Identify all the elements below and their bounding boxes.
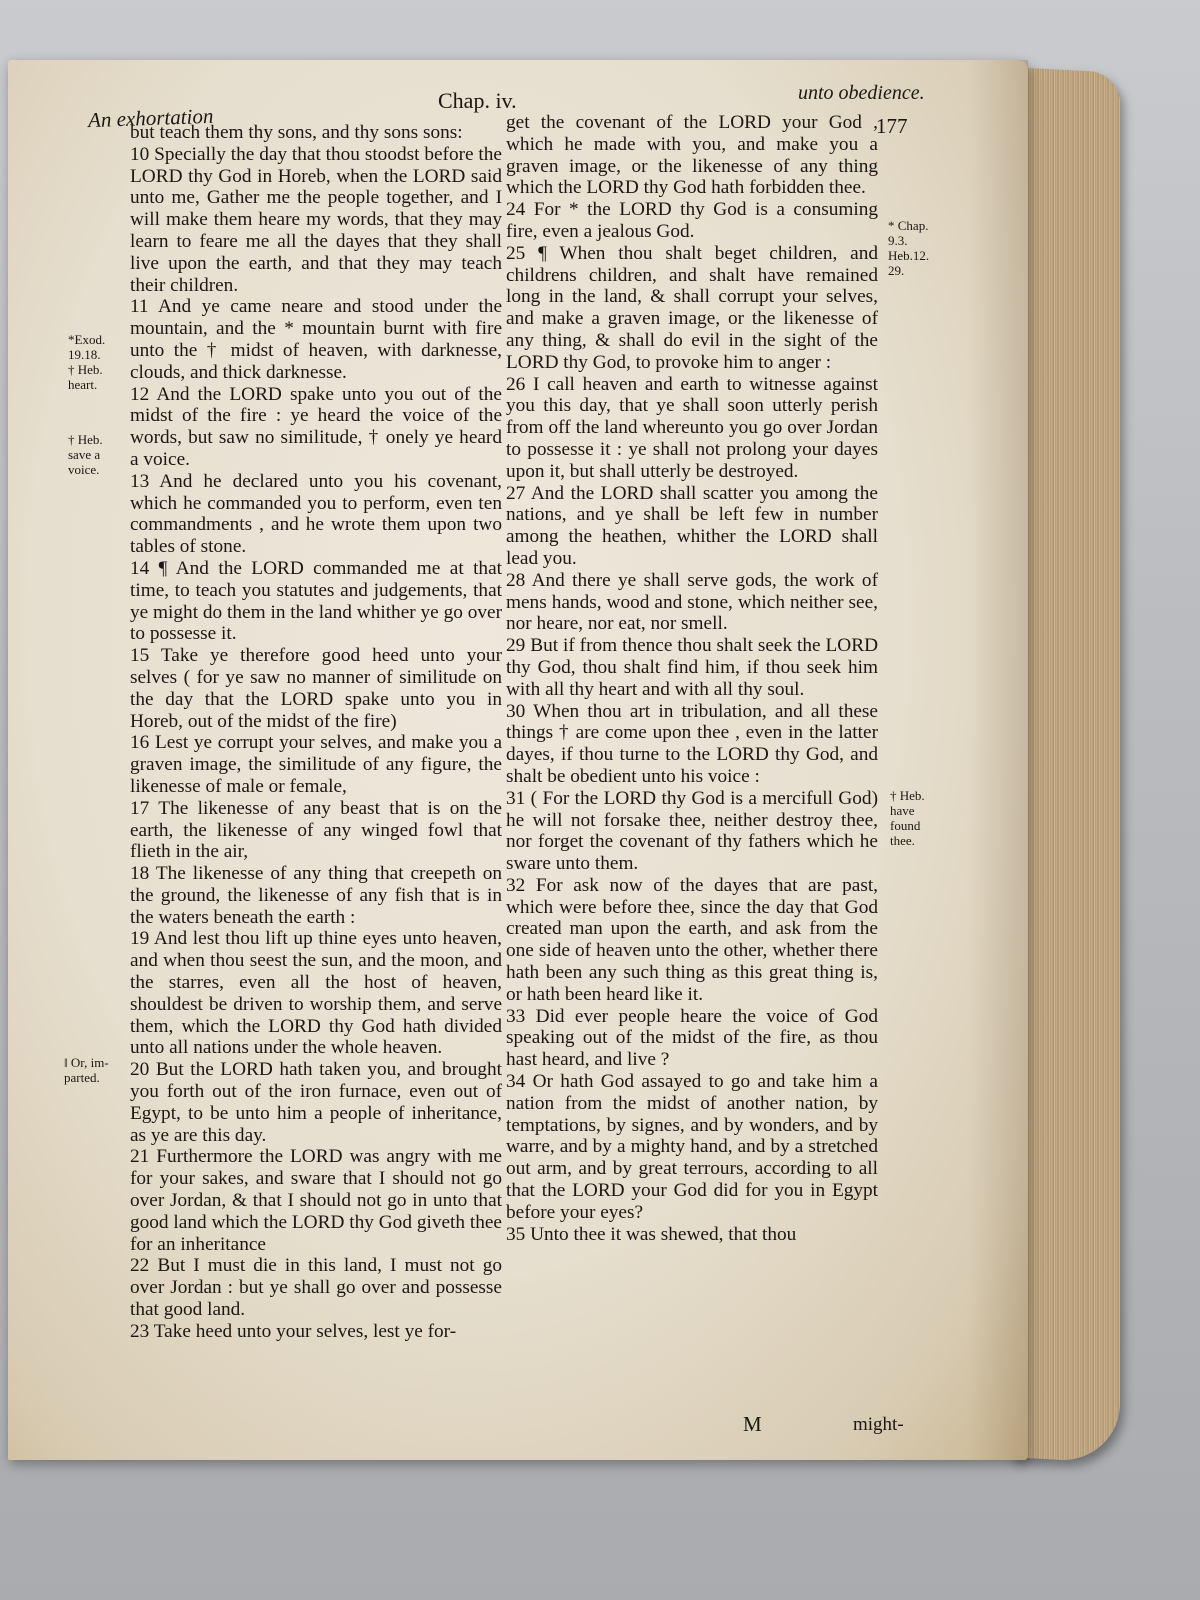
catchword: might- — [853, 1414, 904, 1435]
page-number: 177 — [876, 114, 908, 138]
verse: 13 And he declared unto you his covenant, which he commanded you to perform, even ten commandments , and he wrote them upon two tables of stone. — [130, 470, 502, 558]
running-head-left: An exhortation — [87, 103, 214, 133]
verse: 24 For * the LORD thy God is a consuming fire, even a jealous God. — [506, 199, 878, 242]
verse: 15 Take ye therefore good heed unto your selves ( for ye saw no manner of similitude on the day that the LORD spake unto you in Horeb, out of the midst of the fire) — [130, 645, 502, 732]
right-column — [506, 112, 878, 1245]
verse: 12 And the LORD spake unto you out of the midst of the fire : ye heard the voice of the words, but saw no similitude, † onely ye heard a voice. — [130, 383, 502, 470]
verse: but teach them thy sons, and thy sons sons: — [130, 122, 463, 143]
verse: get the covenant of the LORD your God , which he made with you, and make you a graven image, or the likenesse of any thing which the LORD thy God hath forbidden thee. — [506, 112, 878, 199]
verse: 18 The likenesse of any thing that creepeth on the ground, the likenesse of any fish that is in the waters beneath the earth : — [130, 863, 502, 928]
verse: 22 But I must die in this land, I must not go over Jordan : but ye shall go over and possesse that good land. — [130, 1255, 502, 1321]
verse: 19 And lest thou lift up thine eyes unto heaven, and when thou seest the sun, and the moon, and the starres, even all the host of heaven, shouldest be driven to worship them, and serve them, which the LORD thy God hath divided unto all nations under the whole heaven. — [130, 928, 502, 1059]
verse: 30 When thou art in tribulation, and all these things † are come upon thee , even in the latter dayes, if thou turne to the LORD thy God, and shalt be obedient unto his voice : — [506, 700, 878, 787]
verse: 35 Unto thee it was shewed, that thou — [506, 1223, 797, 1245]
signature-mark: M — [743, 1412, 762, 1436]
verse: 25 ¶ When thou shalt beget children, and childrens children, and shalt have remained long in the land, & shall corrupt your selves, and make a graven image, or the likenesse of any thing, & shall do evil in the sight of the LORD thy God, to provoke him to anger : — [506, 242, 878, 373]
margin-note: *Exod. 19.18. † Heb. heart. — [68, 332, 106, 392]
left-column — [130, 122, 502, 1343]
verse: 23 Take heed unto your selves, lest ye for- — [130, 1320, 457, 1342]
running-head-right: unto obedience. — [798, 82, 925, 104]
verse: 27 And the LORD shall scatter you among the nations, and ye shall be left few in number among the heathen, whither the LORD shall lead you. — [506, 482, 878, 569]
verse: 20 But the LORD hath taken you, and brought you forth out of the iron furnace, even out of Egypt, to be unto him a people of inheritance, as ye are this day. — [130, 1059, 502, 1146]
verse: 31 ( For the LORD thy God is a mercifull God) he will not forsake thee, neither destroy thee, nor forget the covenant of thy fathers which he sware unto them. — [506, 787, 878, 875]
margin-note: † Heb. save a voice. — [68, 432, 103, 477]
margin-note: ‖ Or, im- parted. — [64, 1055, 109, 1085]
margin-note: * Chap. 9.3. Heb.12. 29. — [888, 218, 930, 278]
verse: 16 Lest ye corrupt your selves, and make you a graven image, the similitude of any figure, the likenesse of male or female, — [130, 732, 502, 797]
verse: 32 For ask now of the dayes that are past, which were before thee, since the day that God created man upon the earth, and ask from the one side of heaven unto the other, whether there hath been any such thing as this great thing is, or hath been heard like it. — [506, 874, 878, 1005]
verse: 14 ¶ And the LORD commanded me at that time, to teach you statutes and judgements, that ye might do them in the land whither ye go over to possesse it. — [130, 557, 502, 645]
verse: 21 Furthermore the LORD was angry with me for your sakes, and sware that I should not go over Jordan, & that I should not go in unto that good land which the LORD thy God giveth thee for an inheritance — [130, 1146, 502, 1255]
chapter-heading: Chap. iv. — [438, 88, 517, 113]
verse: 28 And there ye shall serve gods, the work of mens hands, wood and stone, which neither see, nor heare, nor eat, nor smell. — [506, 569, 878, 635]
verse: 33 Did ever people heare the voice of God speaking out of the midst of the fire, as thou hast heard, and live ? — [506, 1005, 878, 1071]
verse: 29 But if from thence thou shalt seek the LORD thy God, thou shalt find him, if thou seek him with all thy heart and with all thy soul. — [506, 635, 878, 700]
verse: 26 I call heaven and earth to witnesse against you this day, that ye shall soon utterly perish from off the land whereunto you go over Jordan to possesse it : ye shall not prolong your dayes upon it, but shall utterly be destroyed. — [506, 373, 878, 482]
verse: 11 And ye came neare and stood under the mountain, and the * mountain burnt with fire unto the † midst of heaven, with darknesse, clouds, and thick darknesse. — [130, 296, 502, 383]
verse: 17 The likenesse of any beast that is on the earth, the likenesse of any winged fowl that flieth in the air, — [130, 797, 502, 863]
verse: 10 Specially the day that thou stoodst before the LORD thy God in Horeb, when the LORD said unto me, Gather me the people together, and I will make them heare my words, that they may learn to feare me all the dayes that they shall live upon the earth, and that they may teach their children. — [130, 143, 502, 296]
margin-note: † Heb. have found thee. — [890, 788, 925, 848]
verse: 34 Or hath God assayed to go and take him a nation from the midst of another nation, by temptations, by signes, and by wonders, and by warre, and by a mighty hand, and by a stretched out arm, and by great terrours, according to all that the LORD your God did for you in Egypt before your eyes? — [506, 1071, 878, 1223]
book-page — [8, 60, 1028, 1460]
